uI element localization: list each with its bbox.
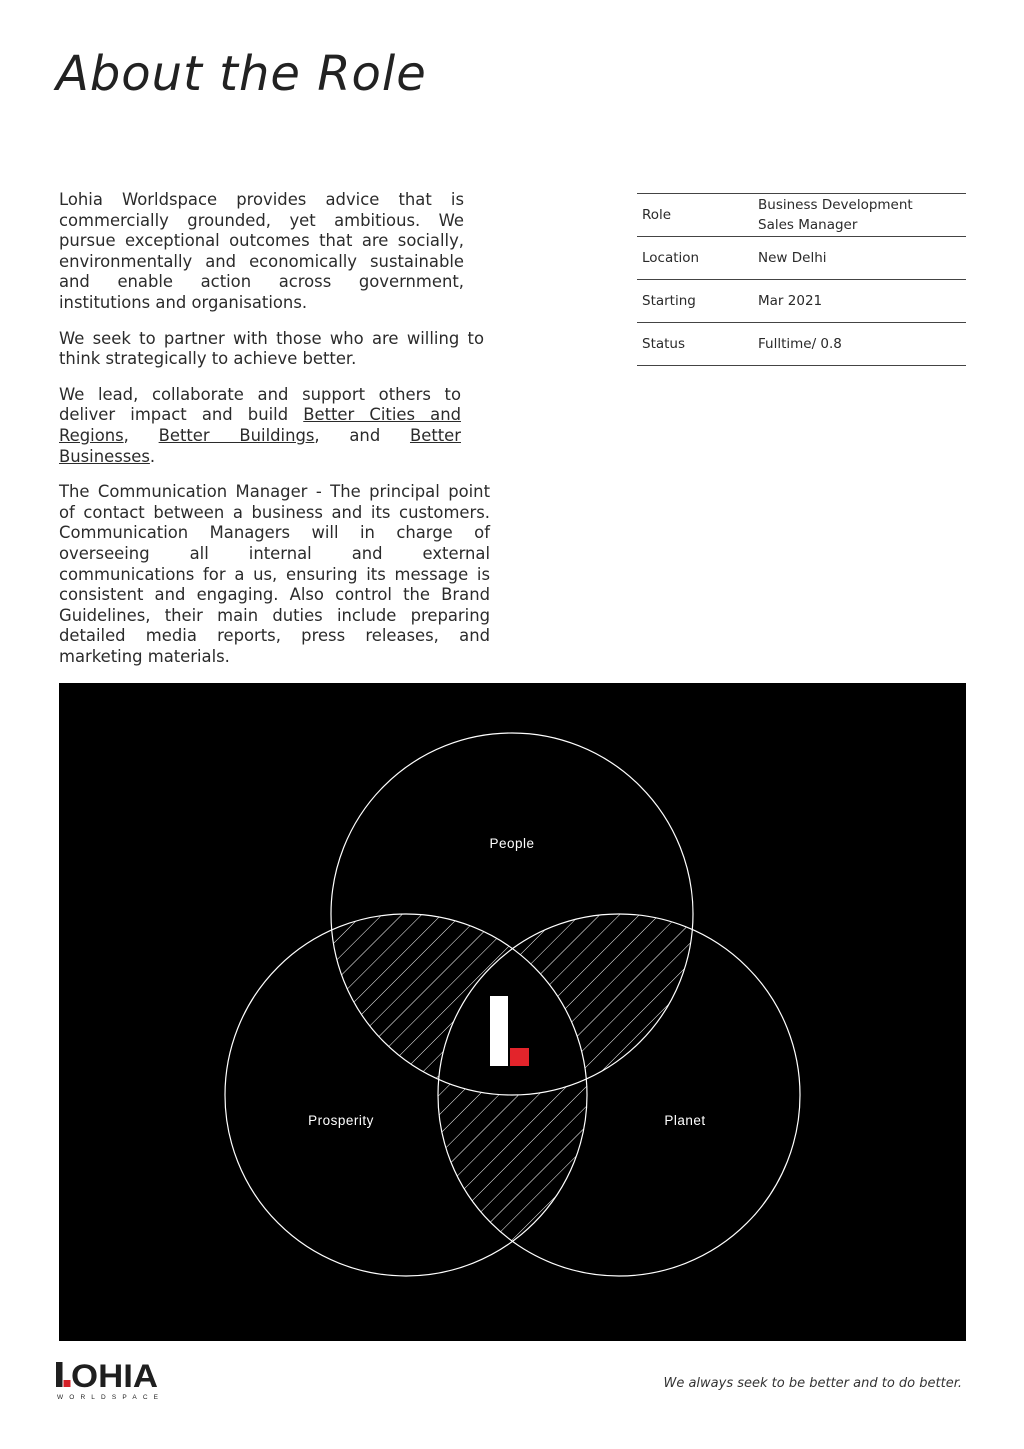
- planet-label: Planet: [664, 1113, 706, 1128]
- better-buildings-link[interactable]: Better Buildings: [158, 425, 315, 445]
- separator: , and: [314, 425, 410, 445]
- row-value: Mar 2021: [758, 293, 823, 309]
- role-description: The Communication Manager - The principal point of contact between a business and its customers. Communication Managers will in charge of overseeing all internal and external communications for a us, ensuring its message is consistent and engaging. Also control the Brand Guidelines, their main duties include preparing detailed media reports, press releases, and marketing materials.: [59, 482, 490, 666]
- table-row: [637, 280, 966, 323]
- separator: ,: [123, 425, 159, 445]
- better-businesses-link[interactable]: Better Businesses: [59, 425, 461, 466]
- prosperity-label: Prosperity: [308, 1113, 374, 1128]
- footer-tagline: We always seek to be better and to do better.: [663, 1376, 962, 1391]
- impact-paragraph: [59, 385, 461, 467]
- intro-paragraph: Lohia Worldspace provides advice that is commercially grounded, yet ambitious. We pursue exceptional outcomes that are socially, environmentally and economically sustainable and enable action across government, institutions and organisations.: [59, 190, 464, 312]
- people-label: People: [489, 836, 535, 851]
- table-row: [637, 323, 966, 366]
- row-label: Location: [642, 250, 700, 266]
- row-label: Role: [642, 207, 672, 223]
- row-value: New Delhi: [758, 250, 827, 266]
- lohia-worldspace-logo: [56, 1360, 160, 1402]
- value-line: Sales Manager: [758, 217, 858, 233]
- period: .: [149, 446, 156, 466]
- page-title: About the Role: [56, 46, 427, 102]
- row-value: Fulltime/ 0.8: [758, 336, 842, 352]
- logo-wordmark: OHIA: [71, 1360, 158, 1394]
- logo-subtitle: WORLDSPACE: [57, 1394, 158, 1401]
- row-value: [758, 195, 966, 235]
- partner-paragraph: We seek to partner with those who are willing to think strategically to achieve better.: [59, 328, 484, 369]
- impact-text: We lead, collaborate and support others to deliver impact and build: [59, 384, 461, 425]
- venn-diagram-panel: [59, 683, 966, 1341]
- role-info-table: [637, 193, 966, 366]
- row-label: Starting: [642, 293, 696, 309]
- venn-diagram: [59, 683, 966, 1341]
- value-line: Business Development: [758, 197, 913, 213]
- intro-text: [59, 190, 490, 667]
- table-row: [637, 194, 966, 237]
- better-cities-link[interactable]: Better Cities and Regions: [59, 405, 461, 445]
- row-label: Status: [642, 336, 686, 352]
- table-row: [637, 237, 966, 280]
